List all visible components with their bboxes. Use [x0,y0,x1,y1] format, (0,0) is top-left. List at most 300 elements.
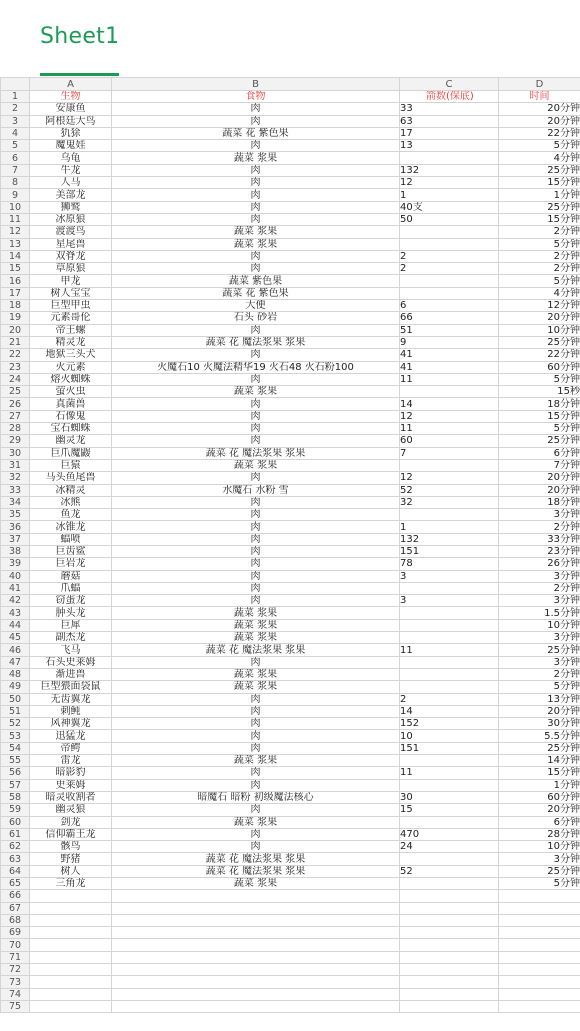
creature-cell[interactable]: 雷龙 [30,755,112,767]
row-number[interactable]: 21 [1,336,30,348]
arrows-cell[interactable]: 2 [400,693,499,705]
row-number[interactable]: 63 [1,853,30,865]
time-cell[interactable]: 6分钟 [499,816,580,828]
food-cell[interactable]: 大便 [112,300,400,312]
time-cell[interactable]: 6分钟 [499,447,580,459]
column-header-b[interactable]: B [112,78,400,91]
food-cell[interactable]: 肉 [112,373,400,385]
arrows-cell[interactable]: 15 [400,804,499,816]
food-cell[interactable]: 火魔石10 火魔法精华19 火石48 火石粉100 [112,361,400,373]
row-number[interactable]: 22 [1,349,30,361]
row-number[interactable]: 75 [1,1000,30,1012]
arrows-cell[interactable]: 2 [400,250,499,262]
row-number[interactable]: 10 [1,201,30,213]
food-cell[interactable]: 肉 [112,423,400,435]
creature-cell[interactable]: 巨型甲虫 [30,300,112,312]
creature-cell[interactable]: 犰狳 [30,127,112,139]
creature-cell[interactable]: 刺鲀 [30,705,112,717]
arrows-cell[interactable]: 17 [400,127,499,139]
arrows-cell[interactable]: 32 [400,496,499,508]
creature-cell[interactable]: 窃蛋龙 [30,595,112,607]
arrows-cell[interactable]: 132 [400,164,499,176]
row-number[interactable]: 14 [1,250,30,262]
time-cell[interactable]: 25分钟 [499,201,580,213]
creature-cell[interactable]: 三角龙 [30,878,112,890]
creature-cell[interactable]: 火元素 [30,361,112,373]
food-cell[interactable]: 肉 [112,509,400,521]
time-cell[interactable]: 4分钟 [499,152,580,164]
arrows-cell[interactable] [400,287,499,299]
row-number[interactable]: 31 [1,459,30,471]
food-cell[interactable]: 肉 [112,472,400,484]
arrows-cell[interactable]: 40支 [400,201,499,213]
row-number[interactable]: 58 [1,791,30,803]
time-cell[interactable]: 60分钟 [499,791,580,803]
arrows-cell[interactable] [400,668,499,680]
creature-cell[interactable]: 风神翼龙 [30,718,112,730]
food-cell[interactable]: 蔬菜 浆果 [112,607,400,619]
arrows-cell[interactable]: 11 [400,423,499,435]
row-number[interactable]: 44 [1,619,30,631]
row-number[interactable]: 1 [1,91,30,103]
food-cell[interactable]: 蔬菜 浆果 [112,619,400,631]
creature-cell[interactable]: 肿头龙 [30,607,112,619]
time-cell[interactable]: 7分钟 [499,459,580,471]
time-cell[interactable]: 15秒 [499,386,580,398]
time-cell[interactable]: 22分钟 [499,349,580,361]
food-cell[interactable]: 肉 [112,595,400,607]
time-cell[interactable]: 5.5分钟 [499,730,580,742]
creature-cell[interactable]: 地狱三头犬 [30,349,112,361]
empty-cell[interactable] [499,976,580,988]
row-number[interactable]: 59 [1,804,30,816]
creature-cell[interactable]: 草原狼 [30,263,112,275]
food-cell[interactable]: 肉 [112,656,400,668]
empty-cell[interactable] [400,951,499,963]
creature-cell[interactable]: 美部龙 [30,189,112,201]
creature-cell[interactable]: 星尾兽 [30,238,112,250]
empty-cell[interactable] [499,939,580,951]
time-cell[interactable]: 20分钟 [499,705,580,717]
row-number[interactable]: 38 [1,545,30,557]
food-cell[interactable]: 肉 [112,570,400,582]
time-cell[interactable]: 5分钟 [499,275,580,287]
time-cell[interactable]: 20分钟 [499,804,580,816]
row-number[interactable]: 43 [1,607,30,619]
food-cell[interactable]: 石头 砂岩 [112,312,400,324]
food-cell[interactable]: 肉 [112,779,400,791]
empty-cell[interactable] [112,988,400,1000]
arrows-cell[interactable] [400,878,499,890]
food-cell[interactable]: 肉 [112,521,400,533]
creature-cell[interactable]: 冰原狼 [30,213,112,225]
time-cell[interactable]: 25分钟 [499,435,580,447]
time-cell[interactable]: 2分钟 [499,668,580,680]
food-cell[interactable]: 蔬菜 浆果 [112,226,400,238]
row-number[interactable]: 35 [1,509,30,521]
empty-cell[interactable] [499,988,580,1000]
arrows-cell[interactable] [400,632,499,644]
empty-cell[interactable] [499,1000,580,1012]
food-cell[interactable]: 暗魔石 暗粉 初级魔法核心 [112,791,400,803]
creature-cell[interactable]: 树人宝宝 [30,287,112,299]
empty-cell[interactable] [400,964,499,976]
creature-cell[interactable]: 史莱姆 [30,779,112,791]
food-cell[interactable]: 肉 [112,705,400,717]
row-number[interactable]: 42 [1,595,30,607]
row-number[interactable]: 74 [1,988,30,1000]
food-cell[interactable]: 肉 [112,250,400,262]
empty-cell[interactable] [112,976,400,988]
creature-cell[interactable]: 马头鱼尾兽 [30,472,112,484]
time-cell[interactable]: 2分钟 [499,250,580,262]
food-cell[interactable]: 肉 [112,767,400,779]
time-cell[interactable]: 15分钟 [499,767,580,779]
creature-cell[interactable]: 狮鹫 [30,201,112,213]
time-cell[interactable]: 5分钟 [499,238,580,250]
creature-cell[interactable]: 巨犀 [30,619,112,631]
arrows-cell[interactable]: 470 [400,828,499,840]
food-cell[interactable]: 肉 [112,435,400,447]
row-number[interactable]: 30 [1,447,30,459]
food-cell[interactable]: 水魔石 水粉 雪 [112,484,400,496]
empty-cell[interactable] [30,951,112,963]
arrows-cell[interactable]: 63 [400,115,499,127]
time-cell[interactable]: 33分钟 [499,533,580,545]
creature-cell[interactable]: 暗影豹 [30,767,112,779]
creature-cell[interactable]: 冰精灵 [30,484,112,496]
arrows-cell[interactable]: 51 [400,324,499,336]
food-cell[interactable]: 肉 [112,189,400,201]
arrows-cell[interactable] [400,656,499,668]
arrows-cell[interactable]: 66 [400,312,499,324]
empty-cell[interactable] [30,939,112,951]
empty-cell[interactable] [112,927,400,939]
time-cell[interactable]: 18分钟 [499,398,580,410]
row-number[interactable]: 23 [1,361,30,373]
time-cell[interactable]: 3分钟 [499,632,580,644]
row-number[interactable]: 17 [1,287,30,299]
creature-cell[interactable]: 甲龙 [30,275,112,287]
creature-cell[interactable]: 安康鱼 [30,103,112,115]
empty-cell[interactable] [400,988,499,1000]
row-number[interactable]: 54 [1,742,30,754]
row-number[interactable]: 40 [1,570,30,582]
food-cell[interactable]: 肉 [112,718,400,730]
empty-cell[interactable] [112,964,400,976]
arrows-cell[interactable] [400,226,499,238]
arrows-cell[interactable]: 52 [400,865,499,877]
row-number[interactable]: 27 [1,410,30,422]
row-number[interactable]: 68 [1,914,30,926]
creature-cell[interactable]: 石头史莱姆 [30,656,112,668]
food-cell[interactable]: 肉 [112,410,400,422]
food-cell[interactable]: 肉 [112,496,400,508]
creature-cell[interactable]: 巨爪魔鼹 [30,447,112,459]
arrows-cell[interactable] [400,386,499,398]
creature-cell[interactable]: 熔火蜘蛛 [30,373,112,385]
row-number[interactable]: 65 [1,878,30,890]
food-cell[interactable]: 蔬菜 浆果 [112,816,400,828]
arrows-cell[interactable]: 3 [400,570,499,582]
food-cell[interactable]: 蔬菜 紫色果 [112,275,400,287]
creature-cell[interactable]: 幽灵狼 [30,804,112,816]
empty-cell[interactable] [112,951,400,963]
time-cell[interactable]: 3分钟 [499,853,580,865]
row-number[interactable]: 16 [1,275,30,287]
time-cell[interactable]: 25分钟 [499,865,580,877]
time-cell[interactable]: 3分钟 [499,509,580,521]
arrows-cell[interactable]: 3 [400,595,499,607]
creature-cell[interactable]: 石像鬼 [30,410,112,422]
row-number[interactable]: 19 [1,312,30,324]
row-number[interactable]: 50 [1,693,30,705]
food-cell[interactable]: 肉 [112,828,400,840]
creature-cell[interactable]: 双脊龙 [30,250,112,262]
row-number[interactable]: 29 [1,435,30,447]
empty-cell[interactable] [30,890,112,902]
creature-cell[interactable]: 树人 [30,865,112,877]
row-number[interactable]: 32 [1,472,30,484]
time-cell[interactable]: 60分钟 [499,361,580,373]
empty-cell[interactable] [30,902,112,914]
time-cell[interactable]: 25分钟 [499,336,580,348]
food-cell[interactable]: 肉 [112,841,400,853]
empty-cell[interactable] [400,902,499,914]
arrows-cell[interactable] [400,681,499,693]
row-number[interactable]: 18 [1,300,30,312]
row-number[interactable]: 15 [1,263,30,275]
creature-cell[interactable]: 阿根廷大鸟 [30,115,112,127]
time-cell[interactable]: 15分钟 [499,213,580,225]
empty-cell[interactable] [30,914,112,926]
creature-cell[interactable]: 帝鳄 [30,742,112,754]
arrows-cell[interactable]: 33 [400,103,499,115]
arrows-cell[interactable]: 12 [400,410,499,422]
time-cell[interactable]: 25分钟 [499,742,580,754]
food-cell[interactable]: 肉 [112,693,400,705]
time-cell[interactable]: 4分钟 [499,287,580,299]
time-cell[interactable]: 28分钟 [499,828,580,840]
empty-cell[interactable] [400,1000,499,1012]
food-cell[interactable]: 蔬菜 浆果 [112,386,400,398]
row-number[interactable]: 36 [1,521,30,533]
creature-cell[interactable]: 宝石蜘蛛 [30,423,112,435]
creature-cell[interactable]: 冰锥龙 [30,521,112,533]
arrows-cell[interactable]: 10 [400,730,499,742]
empty-cell[interactable] [400,890,499,902]
row-number[interactable]: 20 [1,324,30,336]
time-cell[interactable]: 3分钟 [499,595,580,607]
row-number[interactable]: 66 [1,890,30,902]
row-number[interactable]: 39 [1,558,30,570]
row-number[interactable]: 9 [1,189,30,201]
select-all-corner[interactable] [1,78,30,91]
row-number[interactable]: 72 [1,964,30,976]
empty-cell[interactable] [112,1000,400,1012]
arrows-cell[interactable] [400,238,499,250]
arrows-cell[interactable]: 151 [400,742,499,754]
row-number[interactable]: 11 [1,213,30,225]
time-cell[interactable]: 15分钟 [499,177,580,189]
time-cell[interactable]: 2分钟 [499,521,580,533]
time-cell[interactable]: 25分钟 [499,644,580,656]
creature-cell[interactable]: 帝王螺 [30,324,112,336]
creature-cell[interactable]: 魔鬼娃 [30,140,112,152]
food-cell[interactable]: 蔬菜 浆果 [112,152,400,164]
empty-cell[interactable] [499,890,580,902]
time-cell[interactable]: 20分钟 [499,472,580,484]
row-number[interactable]: 51 [1,705,30,717]
food-cell[interactable]: 蔬菜 浆果 [112,238,400,250]
food-cell[interactable]: 肉 [112,730,400,742]
creature-cell[interactable]: 乌龟 [30,152,112,164]
empty-cell[interactable] [112,902,400,914]
empty-cell[interactable] [499,914,580,926]
time-cell[interactable]: 20分钟 [499,484,580,496]
row-number[interactable]: 7 [1,164,30,176]
creature-cell[interactable]: 野猪 [30,853,112,865]
empty-cell[interactable] [499,927,580,939]
food-cell[interactable]: 蔬菜 浆果 [112,459,400,471]
row-number[interactable]: 62 [1,841,30,853]
row-number[interactable]: 2 [1,103,30,115]
arrows-cell[interactable]: 7 [400,447,499,459]
empty-cell[interactable] [30,1000,112,1012]
food-cell[interactable]: 肉 [112,558,400,570]
time-cell[interactable]: 14分钟 [499,755,580,767]
arrows-cell[interactable] [400,619,499,631]
empty-cell[interactable] [30,988,112,1000]
empty-cell[interactable] [112,890,400,902]
arrows-cell[interactable]: 132 [400,533,499,545]
row-number[interactable]: 28 [1,423,30,435]
row-number[interactable]: 41 [1,582,30,594]
row-number[interactable]: 48 [1,668,30,680]
food-cell[interactable]: 肉 [112,177,400,189]
row-number[interactable]: 45 [1,632,30,644]
arrows-cell[interactable]: 151 [400,545,499,557]
food-cell[interactable]: 肉 [112,115,400,127]
food-cell[interactable]: 肉 [112,804,400,816]
row-number[interactable]: 5 [1,140,30,152]
arrows-cell[interactable]: 14 [400,398,499,410]
row-number[interactable]: 3 [1,115,30,127]
time-cell[interactable]: 10分钟 [499,619,580,631]
row-number[interactable]: 60 [1,816,30,828]
creature-cell[interactable]: 巨型猥面袋鼠 [30,681,112,693]
row-number[interactable]: 64 [1,865,30,877]
arrows-cell[interactable]: 1 [400,189,499,201]
food-cell[interactable]: 蔬菜 花 魔法浆果 浆果 [112,865,400,877]
time-cell[interactable]: 20分钟 [499,103,580,115]
creature-cell[interactable]: 迅猛龙 [30,730,112,742]
header-cell[interactable]: 箭数(保底) [400,91,499,103]
row-number[interactable]: 69 [1,927,30,939]
creature-cell[interactable]: 渐进兽 [30,668,112,680]
row-number[interactable]: 26 [1,398,30,410]
empty-cell[interactable] [400,927,499,939]
arrows-cell[interactable]: 12 [400,472,499,484]
creature-cell[interactable]: 无齿翼龙 [30,693,112,705]
time-cell[interactable]: 1分钟 [499,189,580,201]
row-number[interactable]: 47 [1,656,30,668]
food-cell[interactable]: 肉 [112,140,400,152]
row-number[interactable]: 13 [1,238,30,250]
arrows-cell[interactable]: 12 [400,177,499,189]
food-cell[interactable]: 肉 [112,349,400,361]
arrows-cell[interactable]: 11 [400,373,499,385]
food-cell[interactable]: 蔬菜 花 魔法浆果 浆果 [112,644,400,656]
row-number[interactable]: 61 [1,828,30,840]
time-cell[interactable]: 5分钟 [499,140,580,152]
creature-cell[interactable]: 巨岩龙 [30,558,112,570]
time-cell[interactable]: 5分钟 [499,373,580,385]
time-cell[interactable]: 1.5分钟 [499,607,580,619]
row-number[interactable]: 52 [1,718,30,730]
creature-cell[interactable]: 牛龙 [30,164,112,176]
time-cell[interactable]: 10分钟 [499,841,580,853]
arrows-cell[interactable]: 14 [400,705,499,717]
arrows-cell[interactable]: 1 [400,521,499,533]
column-header-d[interactable]: D [499,78,580,91]
time-cell[interactable]: 2分钟 [499,582,580,594]
row-number[interactable]: 46 [1,644,30,656]
arrows-cell[interactable]: 6 [400,300,499,312]
creature-cell[interactable]: 暗灵收割者 [30,791,112,803]
food-cell[interactable]: 蔬菜 浆果 [112,878,400,890]
time-cell[interactable]: 3分钟 [499,656,580,668]
time-cell[interactable]: 30分钟 [499,718,580,730]
food-cell[interactable]: 蔬菜 浆果 [112,632,400,644]
row-number[interactable]: 4 [1,127,30,139]
empty-cell[interactable] [400,914,499,926]
creature-cell[interactable]: 爪蝠 [30,582,112,594]
time-cell[interactable]: 20分钟 [499,115,580,127]
creature-cell[interactable]: 渡渡鸟 [30,226,112,238]
time-cell[interactable]: 5分钟 [499,681,580,693]
food-cell[interactable]: 肉 [112,201,400,213]
empty-cell[interactable] [499,902,580,914]
row-number[interactable]: 55 [1,755,30,767]
creature-cell[interactable]: 副杰龙 [30,632,112,644]
empty-cell[interactable] [499,951,580,963]
time-cell[interactable]: 5分钟 [499,423,580,435]
arrows-cell[interactable] [400,275,499,287]
time-cell[interactable]: 20分钟 [499,312,580,324]
time-cell[interactable]: 18分钟 [499,496,580,508]
food-cell[interactable]: 蔬菜 花 魔法浆果 浆果 [112,447,400,459]
creature-cell[interactable]: 鱼龙 [30,509,112,521]
creature-cell[interactable]: 人马 [30,177,112,189]
arrows-cell[interactable]: 41 [400,361,499,373]
arrows-cell[interactable]: 9 [400,336,499,348]
food-cell[interactable]: 蔬菜 浆果 [112,668,400,680]
food-cell[interactable]: 蔬菜 浆果 [112,681,400,693]
time-cell[interactable]: 12分钟 [499,300,580,312]
food-cell[interactable]: 肉 [112,533,400,545]
food-cell[interactable]: 蔬菜 花 魔法浆果 浆果 [112,336,400,348]
food-cell[interactable]: 肉 [112,742,400,754]
row-number[interactable]: 57 [1,779,30,791]
arrows-cell[interactable] [400,607,499,619]
creature-cell[interactable]: 巨齿鲨 [30,545,112,557]
arrows-cell[interactable] [400,755,499,767]
arrows-cell[interactable]: 78 [400,558,499,570]
food-cell[interactable]: 肉 [112,263,400,275]
creature-cell[interactable]: 冰熊 [30,496,112,508]
food-cell[interactable]: 肉 [112,324,400,336]
